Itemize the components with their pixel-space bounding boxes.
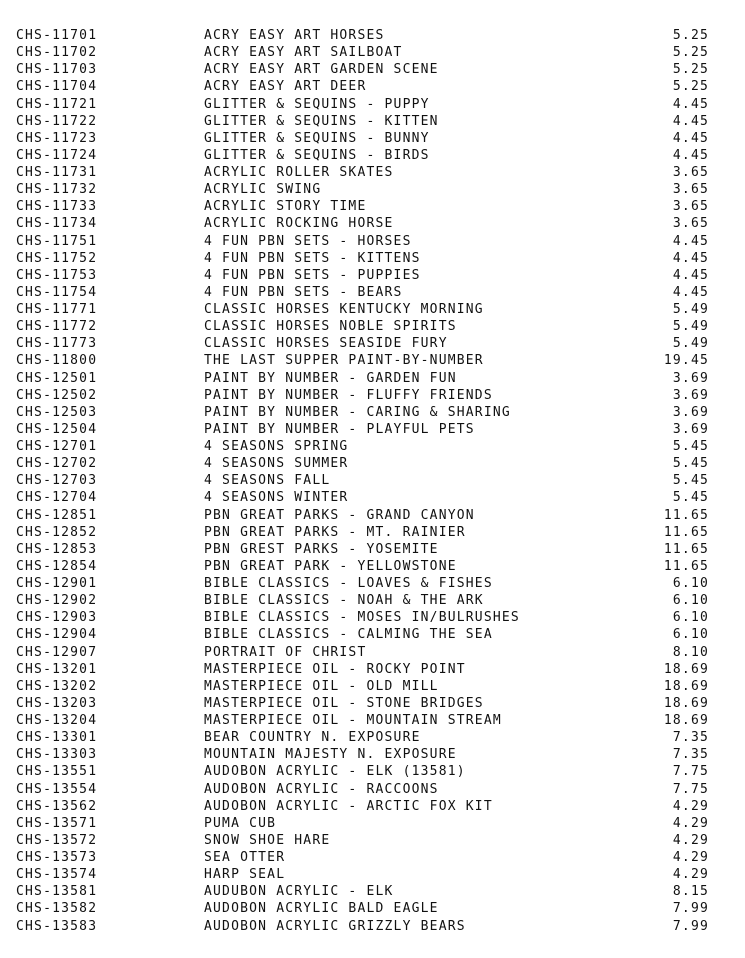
item-price: 11.65 <box>663 558 709 574</box>
list-item <box>0 181 745 198</box>
item-price: 3.69 <box>672 404 709 420</box>
item-description: BEAR COUNTRY N. EXPOSURE <box>204 730 421 746</box>
list-item <box>0 524 745 541</box>
list-item <box>0 541 745 558</box>
item-price: 8.10 <box>672 644 709 660</box>
item-price: 11.65 <box>663 524 709 540</box>
list-item <box>0 489 745 506</box>
item-price: 7.35 <box>672 730 709 746</box>
list-item <box>0 147 745 164</box>
item-code: CHS-13201 <box>16 661 98 677</box>
item-code: CHS-11754 <box>16 284 98 300</box>
item-code: CHS-12852 <box>16 524 98 540</box>
item-code: CHS-12503 <box>16 404 98 420</box>
item-price: 7.99 <box>672 918 709 934</box>
item-code: CHS-13581 <box>16 884 98 900</box>
list-item <box>0 335 745 352</box>
item-code: CHS-13301 <box>16 730 98 746</box>
list-item <box>0 421 745 438</box>
item-description: ACRY EASY ART SAILBOAT <box>204 45 403 61</box>
item-description: GLITTER & SEQUINS - PUPPY <box>204 96 430 112</box>
item-description: BIBLE CLASSICS - LOAVES & FISHES <box>204 576 493 591</box>
item-price: 18.69 <box>663 678 709 694</box>
item-price: 18.69 <box>663 695 709 711</box>
list-item <box>0 284 745 301</box>
item-code: CHS-11732 <box>16 182 98 198</box>
item-price: 4.29 <box>672 850 709 865</box>
item-price: 7.75 <box>672 764 709 780</box>
list-item <box>0 609 745 626</box>
item-description: HARP SEAL <box>204 867 286 883</box>
list-item <box>0 438 745 455</box>
item-code: CHS-11751 <box>16 233 98 249</box>
list-item <box>0 849 745 866</box>
item-price: 7.75 <box>672 781 709 797</box>
list-item <box>0 215 745 232</box>
item-description: 4 SEASONS WINTER <box>204 490 349 506</box>
item-description: PUMA CUB <box>204 815 277 831</box>
item-price: 5.25 <box>672 79 709 95</box>
item-code: CHS-11773 <box>16 336 98 352</box>
item-price: 4.45 <box>672 284 709 300</box>
list-item <box>0 781 745 798</box>
item-code: CHS-13573 <box>16 850 98 865</box>
item-price: 5.25 <box>672 62 709 78</box>
list-item <box>0 164 745 181</box>
item-code: CHS-11724 <box>16 147 98 163</box>
item-description: MASTERPIECE OIL - OLD MILL <box>204 678 439 694</box>
item-description: ACRYLIC SWING <box>204 182 322 198</box>
item-price: 5.45 <box>672 456 709 472</box>
list-item <box>0 113 745 130</box>
list-item <box>0 250 745 267</box>
item-description: ACRY EASY ART HORSES <box>204 28 385 43</box>
item-code: CHS-13562 <box>16 798 98 814</box>
item-description: PBN GREAT PARK - YELLOWSTONE <box>204 558 457 574</box>
list-item <box>0 404 745 421</box>
item-description: 4 FUN PBN SETS - BEARS <box>204 284 403 300</box>
list-item <box>0 130 745 147</box>
item-description: PAINT BY NUMBER - PLAYFUL PETS <box>204 421 475 437</box>
item-price: 6.10 <box>672 576 709 591</box>
item-code: CHS-11702 <box>16 45 98 61</box>
item-code: CHS-13583 <box>16 918 98 934</box>
item-price: 5.25 <box>672 45 709 61</box>
item-description: GLITTER & SEQUINS - KITTEN <box>204 113 439 129</box>
list-item <box>0 712 745 729</box>
item-price: 4.29 <box>672 798 709 814</box>
item-price: 6.10 <box>672 627 709 643</box>
item-code: CHS-13554 <box>16 781 98 797</box>
item-code: CHS-12853 <box>16 541 98 557</box>
item-description: ACRYLIC ROCKING HORSE <box>204 216 394 232</box>
item-description: PAINT BY NUMBER - GARDEN FUN <box>204 370 457 386</box>
item-description: BIBLE CLASSICS - NOAH & THE ARK <box>204 593 484 609</box>
list-item <box>0 455 745 472</box>
list-item <box>0 592 745 609</box>
item-code: CHS-13571 <box>16 815 98 831</box>
list-item <box>0 729 745 746</box>
item-code: CHS-11721 <box>16 96 98 112</box>
item-price: 3.65 <box>672 182 709 198</box>
list-item <box>0 746 745 763</box>
item-price: 5.45 <box>672 473 709 489</box>
list-item <box>0 370 745 387</box>
item-code: CHS-13582 <box>16 901 98 917</box>
item-price: 3.69 <box>672 421 709 437</box>
list-item <box>0 96 745 113</box>
item-code: CHS-12703 <box>16 473 98 489</box>
item-description: ACRYLIC ROLLER SKATES <box>204 165 394 180</box>
item-price: 4.29 <box>672 832 709 848</box>
item-price: 18.69 <box>663 661 709 677</box>
item-description: GLITTER & SEQUINS - BUNNY <box>204 130 430 146</box>
item-price: 5.25 <box>672 28 709 43</box>
item-code: CHS-11703 <box>16 62 98 78</box>
item-code: CHS-12702 <box>16 456 98 472</box>
item-price: 7.99 <box>672 901 709 917</box>
item-price: 4.45 <box>672 267 709 283</box>
item-code: CHS-12502 <box>16 387 98 403</box>
item-description: MOUNTAIN MAJESTY N. EXPOSURE <box>204 747 457 763</box>
item-description: GLITTER & SEQUINS - BIRDS <box>204 147 430 163</box>
item-code: CHS-12903 <box>16 610 98 626</box>
item-description: AUDOBON ACRYLIC - ARCTIC FOX KIT <box>204 798 493 814</box>
list-item <box>0 507 745 524</box>
item-description: 4 SEASONS SUMMER <box>204 456 349 472</box>
item-code: CHS-12851 <box>16 507 98 523</box>
item-price: 5.49 <box>672 319 709 335</box>
item-description: 4 FUN PBN SETS - PUPPIES <box>204 267 421 283</box>
item-price: 4.45 <box>672 233 709 249</box>
list-item <box>0 695 745 712</box>
item-description: ACRY EASY ART GARDEN SCENE <box>204 62 439 78</box>
item-description: 4 SEASONS FALL <box>204 473 331 489</box>
list-item <box>0 472 745 489</box>
item-code: CHS-12504 <box>16 421 98 437</box>
list-item <box>0 558 745 575</box>
item-price: 19.45 <box>663 353 709 369</box>
item-description: 4 FUN PBN SETS - KITTENS <box>204 250 421 266</box>
item-description: AUDOBON ACRYLIC BALD EAGLE <box>204 901 439 917</box>
item-code: CHS-11733 <box>16 199 98 215</box>
item-code: CHS-13202 <box>16 678 98 694</box>
list-item <box>0 387 745 404</box>
list-item <box>0 267 745 284</box>
list-item <box>0 575 745 592</box>
item-code: CHS-12907 <box>16 644 98 660</box>
item-price: 5.49 <box>672 336 709 352</box>
item-code: CHS-13203 <box>16 695 98 711</box>
item-price: 4.29 <box>672 815 709 831</box>
item-price: 4.45 <box>672 147 709 163</box>
item-price: 7.35 <box>672 747 709 763</box>
item-code: CHS-12704 <box>16 490 98 506</box>
item-description: SEA OTTER <box>204 850 286 865</box>
item-code: CHS-11753 <box>16 267 98 283</box>
item-description: MASTERPIECE OIL - STONE BRIDGES <box>204 695 484 711</box>
item-price: 6.10 <box>672 593 709 609</box>
item-description: ACRYLIC STORY TIME <box>204 199 367 215</box>
list-item <box>0 866 745 883</box>
item-price: 4.45 <box>672 250 709 266</box>
item-code: CHS-11734 <box>16 216 98 232</box>
item-price: 3.69 <box>672 370 709 386</box>
list-item <box>0 318 745 335</box>
list-item <box>0 301 745 318</box>
item-code: CHS-11771 <box>16 302 98 317</box>
item-code: CHS-12904 <box>16 627 98 643</box>
item-description: AUDOBON ACRYLIC - ELK (13581) <box>204 764 466 780</box>
item-description: PBN GREST PARKS - YOSEMITE <box>204 541 439 557</box>
item-code: CHS-12501 <box>16 370 98 386</box>
item-price: 3.69 <box>672 387 709 403</box>
item-description: MASTERPIECE OIL - ROCKY POINT <box>204 661 466 677</box>
list-item <box>0 661 745 678</box>
item-code: CHS-12901 <box>16 576 98 591</box>
item-price: 5.49 <box>672 302 709 317</box>
item-description: MASTERPIECE OIL - MOUNTAIN STREAM <box>204 713 502 728</box>
item-price: 11.65 <box>663 507 709 523</box>
list-item <box>0 900 745 917</box>
item-description: CLASSIC HORSES KENTUCKY MORNING <box>204 302 484 317</box>
list-item <box>0 815 745 832</box>
item-description: SNOW SHOE HARE <box>204 832 331 848</box>
item-description: PAINT BY NUMBER - CARING & SHARING <box>204 404 511 420</box>
item-description: THE LAST SUPPER PAINT-BY-NUMBER <box>204 353 484 369</box>
list-item <box>0 233 745 250</box>
item-code: CHS-13303 <box>16 747 98 763</box>
item-code: CHS-12701 <box>16 439 98 454</box>
item-description: 4 FUN PBN SETS - HORSES <box>204 233 412 249</box>
item-description: AUDOBON ACRYLIC - RACCOONS <box>204 781 439 797</box>
list-item <box>0 678 745 695</box>
list-item <box>0 352 745 369</box>
item-code: CHS-11722 <box>16 113 98 129</box>
list-item <box>0 798 745 815</box>
item-price: 18.69 <box>663 713 709 728</box>
item-description: CLASSIC HORSES SEASIDE FURY <box>204 336 448 352</box>
list-item <box>0 626 745 643</box>
item-price: 4.45 <box>672 130 709 146</box>
item-description: BIBLE CLASSICS - MOSES IN/BULRUSHES <box>204 610 520 626</box>
item-price: 4.45 <box>672 113 709 129</box>
item-price: 8.15 <box>672 884 709 900</box>
list-item <box>0 198 745 215</box>
item-code: CHS-13572 <box>16 832 98 848</box>
item-code: CHS-11723 <box>16 130 98 146</box>
item-description: PBN GREAT PARKS - MT. RAINIER <box>204 524 466 540</box>
item-price: 3.65 <box>672 165 709 180</box>
price-list <box>0 27 745 935</box>
item-code: CHS-11772 <box>16 319 98 335</box>
item-code: CHS-13551 <box>16 764 98 780</box>
item-price: 4.29 <box>672 867 709 883</box>
item-description: 4 SEASONS SPRING <box>204 439 349 454</box>
item-code: CHS-13574 <box>16 867 98 883</box>
item-price: 5.45 <box>672 439 709 454</box>
item-price: 4.45 <box>672 96 709 112</box>
list-item <box>0 918 745 935</box>
list-item <box>0 883 745 900</box>
list-item <box>0 832 745 849</box>
item-description: PORTRAIT OF CHRIST <box>204 644 367 660</box>
item-price: 3.65 <box>672 216 709 232</box>
item-code: CHS-11704 <box>16 79 98 95</box>
item-description: BIBLE CLASSICS - CALMING THE SEA <box>204 627 493 643</box>
item-code: CHS-11731 <box>16 165 98 180</box>
list-item <box>0 78 745 95</box>
item-description: CLASSIC HORSES NOBLE SPIRITS <box>204 319 457 335</box>
item-code: CHS-11752 <box>16 250 98 266</box>
item-description: AUDUBON ACRYLIC - ELK <box>204 884 394 900</box>
item-price: 3.65 <box>672 199 709 215</box>
list-item <box>0 44 745 61</box>
item-description: AUDOBON ACRYLIC GRIZZLY BEARS <box>204 918 466 934</box>
item-description: PAINT BY NUMBER - FLUFFY FRIENDS <box>204 387 493 403</box>
item-code: CHS-12854 <box>16 558 98 574</box>
list-item <box>0 763 745 780</box>
item-price: 11.65 <box>663 541 709 557</box>
list-item <box>0 644 745 661</box>
list-item <box>0 61 745 78</box>
item-price: 6.10 <box>672 610 709 626</box>
item-description: PBN GREAT PARKS - GRAND CANYON <box>204 507 475 523</box>
item-description: ACRY EASY ART DEER <box>204 79 367 95</box>
item-code: CHS-12902 <box>16 593 98 609</box>
item-code: CHS-11701 <box>16 28 98 43</box>
item-price: 5.45 <box>672 490 709 506</box>
list-item <box>0 27 745 44</box>
item-code: CHS-11800 <box>16 353 98 369</box>
item-code: CHS-13204 <box>16 713 98 728</box>
